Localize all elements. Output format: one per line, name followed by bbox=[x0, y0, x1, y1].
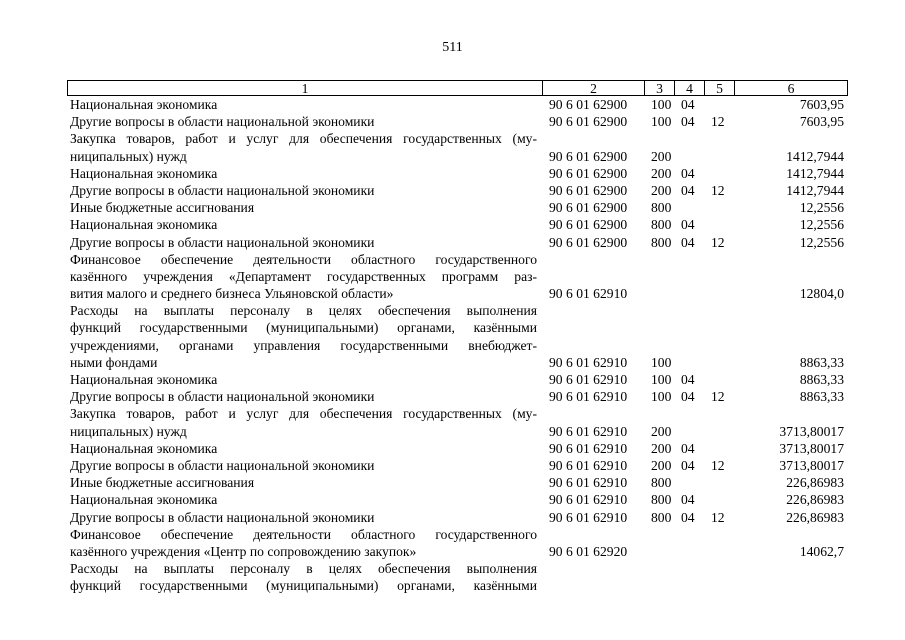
row-expense-type: 800 bbox=[651, 492, 672, 508]
row-code: 90 6 01 62900 bbox=[549, 148, 628, 164]
row-subsection: 12 bbox=[711, 509, 725, 525]
row-name: Иные бюджетные ассигнования bbox=[70, 475, 255, 491]
table-row bbox=[0, 285, 905, 302]
row-code: 90 6 01 62910 bbox=[549, 475, 628, 491]
row-name: Национальная экономика bbox=[70, 492, 218, 508]
row-section: 04 bbox=[681, 457, 695, 473]
row-name: Финансовое обеспечение деятельности областного государственного bbox=[70, 251, 537, 267]
row-expense-type: 800 bbox=[651, 234, 672, 250]
row-name: Расходы на выплаты персоналу в целях обеспечения выполнения bbox=[70, 561, 537, 577]
row-expense-type: 200 bbox=[651, 457, 672, 473]
row-code: 90 6 01 62900 bbox=[549, 97, 628, 112]
row-section: 04 bbox=[681, 97, 695, 112]
table-row bbox=[0, 543, 905, 560]
row-name: Иные бюджетные ассигнования bbox=[70, 200, 255, 216]
table-row bbox=[0, 96, 905, 113]
row-code: 90 6 01 62910 bbox=[549, 389, 628, 405]
table-row bbox=[0, 216, 905, 233]
table-row bbox=[0, 560, 905, 577]
header-col-2: 2 bbox=[543, 81, 645, 95]
table-row bbox=[0, 526, 905, 543]
row-name: Другие вопросы в области национальной экономики bbox=[70, 389, 375, 405]
table-row bbox=[0, 199, 905, 216]
row-name: Закупка товаров, работ и услуг для обеспечения государственных (му- bbox=[70, 406, 537, 422]
row-section: 04 bbox=[681, 389, 695, 405]
row-name: Другие вопросы в области национальной экономики bbox=[70, 114, 375, 130]
row-expense-type: 100 bbox=[651, 97, 672, 112]
row-expense-type: 100 bbox=[651, 354, 672, 370]
row-amount: 8863,33 bbox=[799, 389, 844, 405]
table-row bbox=[0, 251, 905, 268]
row-name: казённого учреждения «Центр по сопровождению закупок» bbox=[70, 543, 417, 559]
row-name: Национальная экономика bbox=[70, 372, 218, 387]
row-subsection: 12 bbox=[711, 114, 725, 130]
row-code: 90 6 01 62910 bbox=[549, 354, 628, 370]
row-code: 90 6 01 62900 bbox=[549, 114, 628, 130]
table-row bbox=[0, 423, 905, 440]
table-header bbox=[67, 80, 848, 96]
row-code: 90 6 01 62920 bbox=[549, 543, 628, 559]
row-section: 04 bbox=[681, 492, 695, 508]
row-amount: 226,86983 bbox=[786, 509, 844, 525]
row-amount: 1412,7944 bbox=[786, 148, 844, 164]
row-expense-type: 100 bbox=[651, 114, 672, 130]
row-name: Национальная экономика bbox=[70, 217, 218, 233]
header-col-1: 1 bbox=[68, 81, 543, 95]
row-amount: 1412,7944 bbox=[786, 182, 844, 198]
table-row bbox=[0, 302, 905, 319]
row-amount: 226,86983 bbox=[786, 475, 844, 491]
row-name: Финансовое обеспечение деятельности областного государственного bbox=[70, 526, 537, 542]
row-subsection: 12 bbox=[711, 389, 725, 405]
table-row bbox=[0, 371, 905, 388]
row-subsection: 12 bbox=[711, 182, 725, 198]
row-subsection: 12 bbox=[711, 457, 725, 473]
table-row bbox=[0, 182, 905, 199]
row-amount: 1412,7944 bbox=[786, 165, 844, 181]
row-section: 04 bbox=[681, 234, 695, 250]
row-name: Другие вопросы в области национальной экономики bbox=[70, 234, 375, 250]
table-body bbox=[0, 96, 905, 594]
table-row bbox=[0, 113, 905, 130]
row-amount: 12,2556 bbox=[799, 217, 844, 233]
row-code: 90 6 01 62900 bbox=[549, 234, 628, 250]
table-row bbox=[0, 388, 905, 405]
row-expense-type: 800 bbox=[651, 217, 672, 233]
row-name: учреждениями, органами управления государственными внебюджет- bbox=[70, 337, 537, 353]
row-expense-type: 800 bbox=[651, 475, 672, 491]
table-row bbox=[0, 405, 905, 422]
row-name: вития малого и среднего бизнеса Ульяновской области» bbox=[70, 286, 394, 302]
table-row bbox=[0, 577, 905, 594]
row-name: Другие вопросы в области национальной экономики bbox=[70, 182, 375, 198]
row-code: 90 6 01 62910 bbox=[549, 286, 628, 302]
row-expense-type: 800 bbox=[651, 200, 672, 216]
row-section: 04 bbox=[681, 509, 695, 525]
header-col-5: 5 bbox=[705, 81, 735, 95]
table-row bbox=[0, 148, 905, 165]
row-subsection: 12 bbox=[711, 234, 725, 250]
row-expense-type: 200 bbox=[651, 423, 672, 439]
table-row bbox=[0, 130, 905, 147]
row-expense-type: 200 bbox=[651, 182, 672, 198]
row-code: 90 6 01 62900 bbox=[549, 182, 628, 198]
row-section: 04 bbox=[681, 217, 695, 233]
row-amount: 3713,80017 bbox=[779, 423, 844, 439]
row-name: ниципальных) нужд bbox=[70, 148, 187, 164]
row-expense-type: 100 bbox=[651, 389, 672, 405]
row-expense-type: 200 bbox=[651, 148, 672, 164]
row-amount: 226,86983 bbox=[786, 492, 844, 508]
header-col-3: 3 bbox=[645, 81, 675, 95]
row-name: ниципальных) нужд bbox=[70, 423, 187, 439]
row-section: 04 bbox=[681, 182, 695, 198]
row-amount: 3713,80017 bbox=[779, 457, 844, 473]
row-name: ными фондами bbox=[70, 354, 158, 370]
row-section: 04 bbox=[681, 372, 695, 387]
row-amount: 3713,80017 bbox=[779, 440, 844, 456]
row-code: 90 6 01 62910 bbox=[549, 457, 628, 473]
row-expense-type: 800 bbox=[651, 509, 672, 525]
row-code: 90 6 01 62910 bbox=[549, 509, 628, 525]
header-col-4: 4 bbox=[675, 81, 705, 95]
table-row bbox=[0, 165, 905, 182]
page-number: 511 bbox=[442, 40, 463, 55]
row-code: 90 6 01 62910 bbox=[549, 492, 628, 508]
row-name: Расходы на выплаты персоналу в целях обеспечения выполнения bbox=[70, 303, 537, 319]
row-expense-type: 100 bbox=[651, 372, 672, 387]
row-amount: 12,2556 bbox=[799, 234, 844, 250]
table-row bbox=[0, 457, 905, 474]
row-name: Национальная экономика bbox=[70, 165, 218, 181]
row-expense-type: 200 bbox=[651, 440, 672, 456]
table-row bbox=[0, 268, 905, 285]
table-row bbox=[0, 491, 905, 508]
table-row bbox=[0, 440, 905, 457]
row-amount: 12,2556 bbox=[799, 200, 844, 216]
row-code: 90 6 01 62900 bbox=[549, 200, 628, 216]
table-row bbox=[0, 509, 905, 526]
row-name: Другие вопросы в области национальной экономики bbox=[70, 457, 375, 473]
row-section: 04 bbox=[681, 440, 695, 456]
row-name: функций государственными (муниципальными) органами, казёнными bbox=[70, 320, 537, 336]
row-name: функций государственными (муниципальными) органами, казёнными bbox=[70, 578, 537, 594]
row-name: казённого учреждения «Департамент государственных программ раз- bbox=[70, 268, 537, 284]
row-section: 04 bbox=[681, 114, 695, 130]
table-row bbox=[0, 319, 905, 336]
row-code: 90 6 01 62910 bbox=[549, 440, 628, 456]
table-row bbox=[0, 337, 905, 354]
row-name: Национальная экономика bbox=[70, 97, 218, 112]
row-amount: 8863,33 bbox=[799, 354, 844, 370]
row-amount: 14062,7 bbox=[799, 543, 844, 559]
row-section: 04 bbox=[681, 165, 695, 181]
table-row bbox=[0, 474, 905, 491]
table-row bbox=[0, 234, 905, 251]
row-code: 90 6 01 62900 bbox=[549, 217, 628, 233]
row-name: Другие вопросы в области национальной экономики bbox=[70, 509, 375, 525]
row-code: 90 6 01 62910 bbox=[549, 423, 628, 439]
row-amount: 8863,33 bbox=[799, 372, 844, 387]
row-amount: 7603,95 bbox=[799, 97, 844, 112]
header-col-6: 6 bbox=[787, 81, 795, 96]
table-row bbox=[0, 354, 905, 371]
row-amount: 7603,95 bbox=[799, 114, 844, 130]
row-code: 90 6 01 62910 bbox=[549, 372, 628, 387]
row-name: Закупка товаров, работ и услуг для обеспечения государственных (му- bbox=[70, 131, 537, 147]
row-amount: 12804,0 bbox=[799, 286, 844, 302]
row-expense-type: 200 bbox=[651, 165, 672, 181]
row-name: Национальная экономика bbox=[70, 440, 218, 456]
row-code: 90 6 01 62900 bbox=[549, 165, 628, 181]
